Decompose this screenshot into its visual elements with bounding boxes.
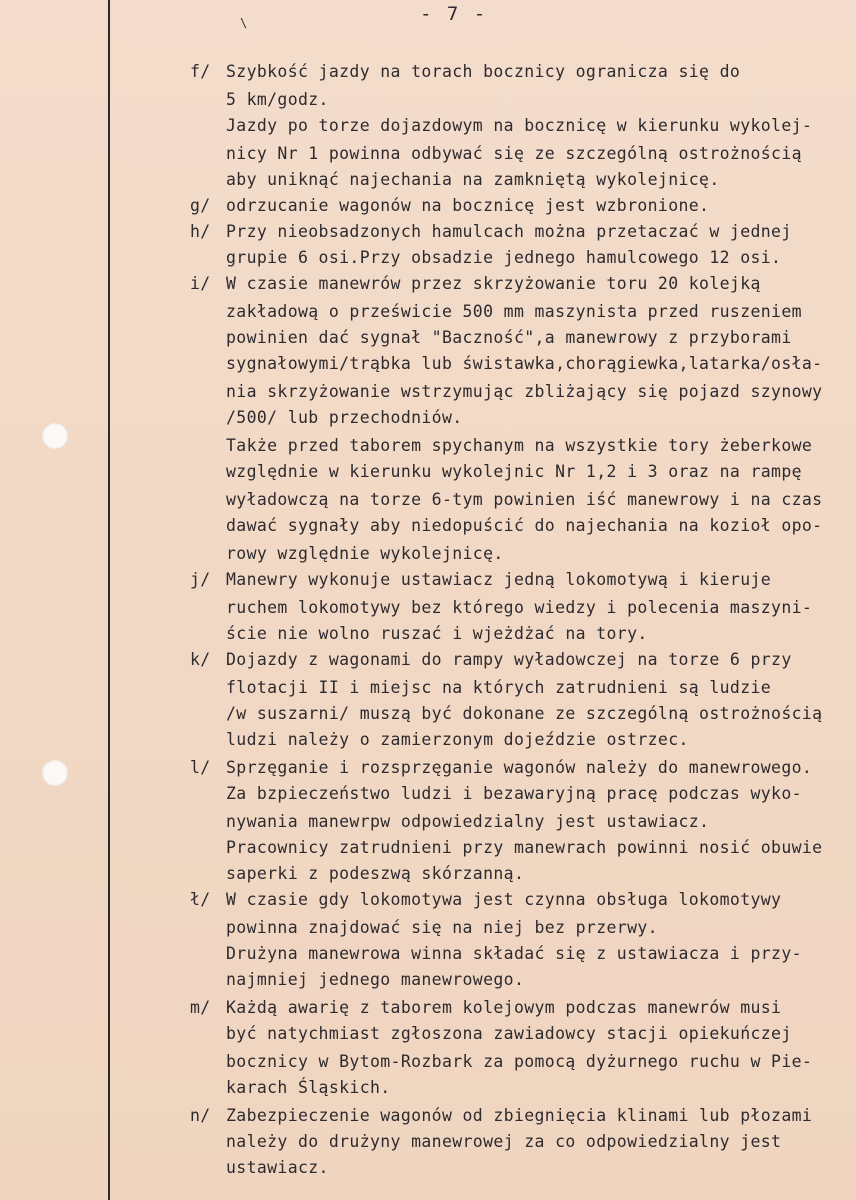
margin-line <box>108 0 110 1200</box>
section-j-line-3: ście nie wolno ruszać i wjeżdżać na tory. <box>226 624 648 643</box>
section-n-line-3: ustawiacz. <box>226 1158 329 1177</box>
section-j-line-1: Manewry wykonuje ustawiacz jedną lokomotywą i kieruje <box>226 570 772 589</box>
section-label-g: g/ <box>190 196 211 215</box>
section-l-line-4: Pracownicy zatrudnieni przy manewrach powinni nosić obuwie <box>226 838 823 857</box>
section-n-line-1: Zabezpieczenie wagonów od zbiegnięcia klinami lub płozami <box>226 1106 813 1125</box>
section-f-line-1: Szybkość jazdy na torach bocznicy ogranicza się do <box>226 62 741 81</box>
section-l-stroke-line-4: najmniej jednego manewrowego. <box>226 970 525 989</box>
section-h-line-2: grupie 6 osi.Przy obsadzie jednego hamulcowego 12 osi. <box>226 248 782 267</box>
section-i-line-11: rowy względnie wykolejnicę. <box>226 544 504 563</box>
section-m-line-4: karach Śląskich. <box>226 1078 391 1097</box>
section-label-f: f/ <box>190 62 211 81</box>
section-label-j: j/ <box>190 570 211 589</box>
section-k-line-3: /w suszarni/ muszą być dokonane ze szczególną ostrożnością <box>226 704 823 723</box>
section-m-line-1: Każdą awarię z taborem kolejowym podczas manewrów musi <box>226 998 782 1017</box>
section-l-line-3: nywania manewrpw odpowiedzialny jest ustawiacz. <box>226 812 710 831</box>
section-j-line-2: ruchem lokomotywy bez którego wiedzy i polecenia maszyni- <box>226 598 813 617</box>
section-l-line-2: Za bzpieczeństwo ludzi i bezawaryjną pracę podczas wyko- <box>226 784 802 803</box>
section-l-line-5: saperki z podeszwą skórzanną. <box>226 864 525 883</box>
section-k-line-4: ludzi należy o zamierzonym dojeździe ostrzec. <box>226 730 689 749</box>
section-label-m: m/ <box>190 998 211 1017</box>
page-number: - 7 - <box>420 3 488 25</box>
section-i-line-6: /500/ lub przechodniów. <box>226 408 463 427</box>
section-f-line-2: 5 km/godz. <box>226 90 329 109</box>
section-label-h: h/ <box>190 222 211 241</box>
section-i-line-4: sygnałowymi/trąbka lub świstawka,chorągiewka,latarka/osła- <box>226 354 823 373</box>
section-k-line-2: flotacji II i miejsc na których zatrudnieni są ludzie <box>226 678 772 697</box>
section-f-line-5: aby uniknąć najechania na zamkniętą wykolejnicę. <box>226 170 720 189</box>
section-m-line-3: bocznicy w Bytom-Rozbark za pomocą dyżurnego ruchu w Pie- <box>226 1052 813 1071</box>
section-f-line-4: nicy Nr 1 powinna odbywać się ze szczególną ostrożnością <box>226 144 802 163</box>
section-l-line-1: Sprzęganie i rozsprzęganie wagonów należy do manewrowego. <box>226 758 813 777</box>
section-n-line-2: należy do drużyny manewrowej za co odpowiedzialny jest <box>226 1132 782 1151</box>
punch-hole-top <box>42 423 68 449</box>
section-i-line-3: powinien dać sygnał "Baczność",a manewrowy z przyborami <box>226 328 792 347</box>
section-l-stroke-line-3: Drużyna manewrowa winna składać się z ustawiacza i przy- <box>226 944 802 963</box>
section-i-line-9: wyładowczą na torze 6-tym powinien iść manewrowy i na czas <box>226 490 823 509</box>
section-l-stroke-line-1: W czasie gdy lokomotywa jest czynna obsługa lokomotywy <box>226 890 782 909</box>
section-i-line-2: zakładową o prześwicie 500 mm maszynista przed ruszeniem <box>226 302 802 321</box>
section-i-line-10: dawać sygnały aby niedopuścić do najechania na kozioł opo- <box>226 516 823 535</box>
section-label-l: l/ <box>190 758 211 777</box>
section-i-line-1: W czasie manewrów przez skrzyżowanie toru 20 kolejką <box>226 274 761 293</box>
section-i-line-7: Także przed taborem spychanym na wszystkie tory żeberkowe <box>226 436 813 455</box>
stray-mark: \ <box>240 16 248 30</box>
section-label-k: k/ <box>190 650 211 669</box>
section-label-l-stroke: ł/ <box>190 890 211 909</box>
section-label-i: i/ <box>190 274 211 293</box>
section-label-n: n/ <box>190 1106 211 1125</box>
section-m-line-2: być natychmiast zgłoszona zawiadowcy stacji opiekuńczej <box>226 1024 792 1043</box>
section-k-line-1: Dojazdy z wagonami do rampy wyładowczej na torze 6 przy <box>226 650 792 669</box>
punch-hole-bottom <box>42 760 68 786</box>
section-l-stroke-line-2: powinna znajdować się na niej bez przerwy. <box>226 918 658 937</box>
section-i-line-5: nia skrzyżowanie wstrzymując zbliżający się pojazd szynowy <box>226 382 823 401</box>
section-i-line-8: względnie w kierunku wykolejnic Nr 1,2 i 3 oraz na rampę <box>226 462 802 481</box>
section-g-line-1: odrzucanie wagonów na bocznicę jest wzbronione. <box>226 196 710 215</box>
section-f-line-3: Jazdy po torze dojazdowym na bocznicę w kierunku wykolej- <box>226 116 813 135</box>
section-h-line-1: Przy nieobsadzonych hamulcach można przetaczać w jednej <box>226 222 792 241</box>
